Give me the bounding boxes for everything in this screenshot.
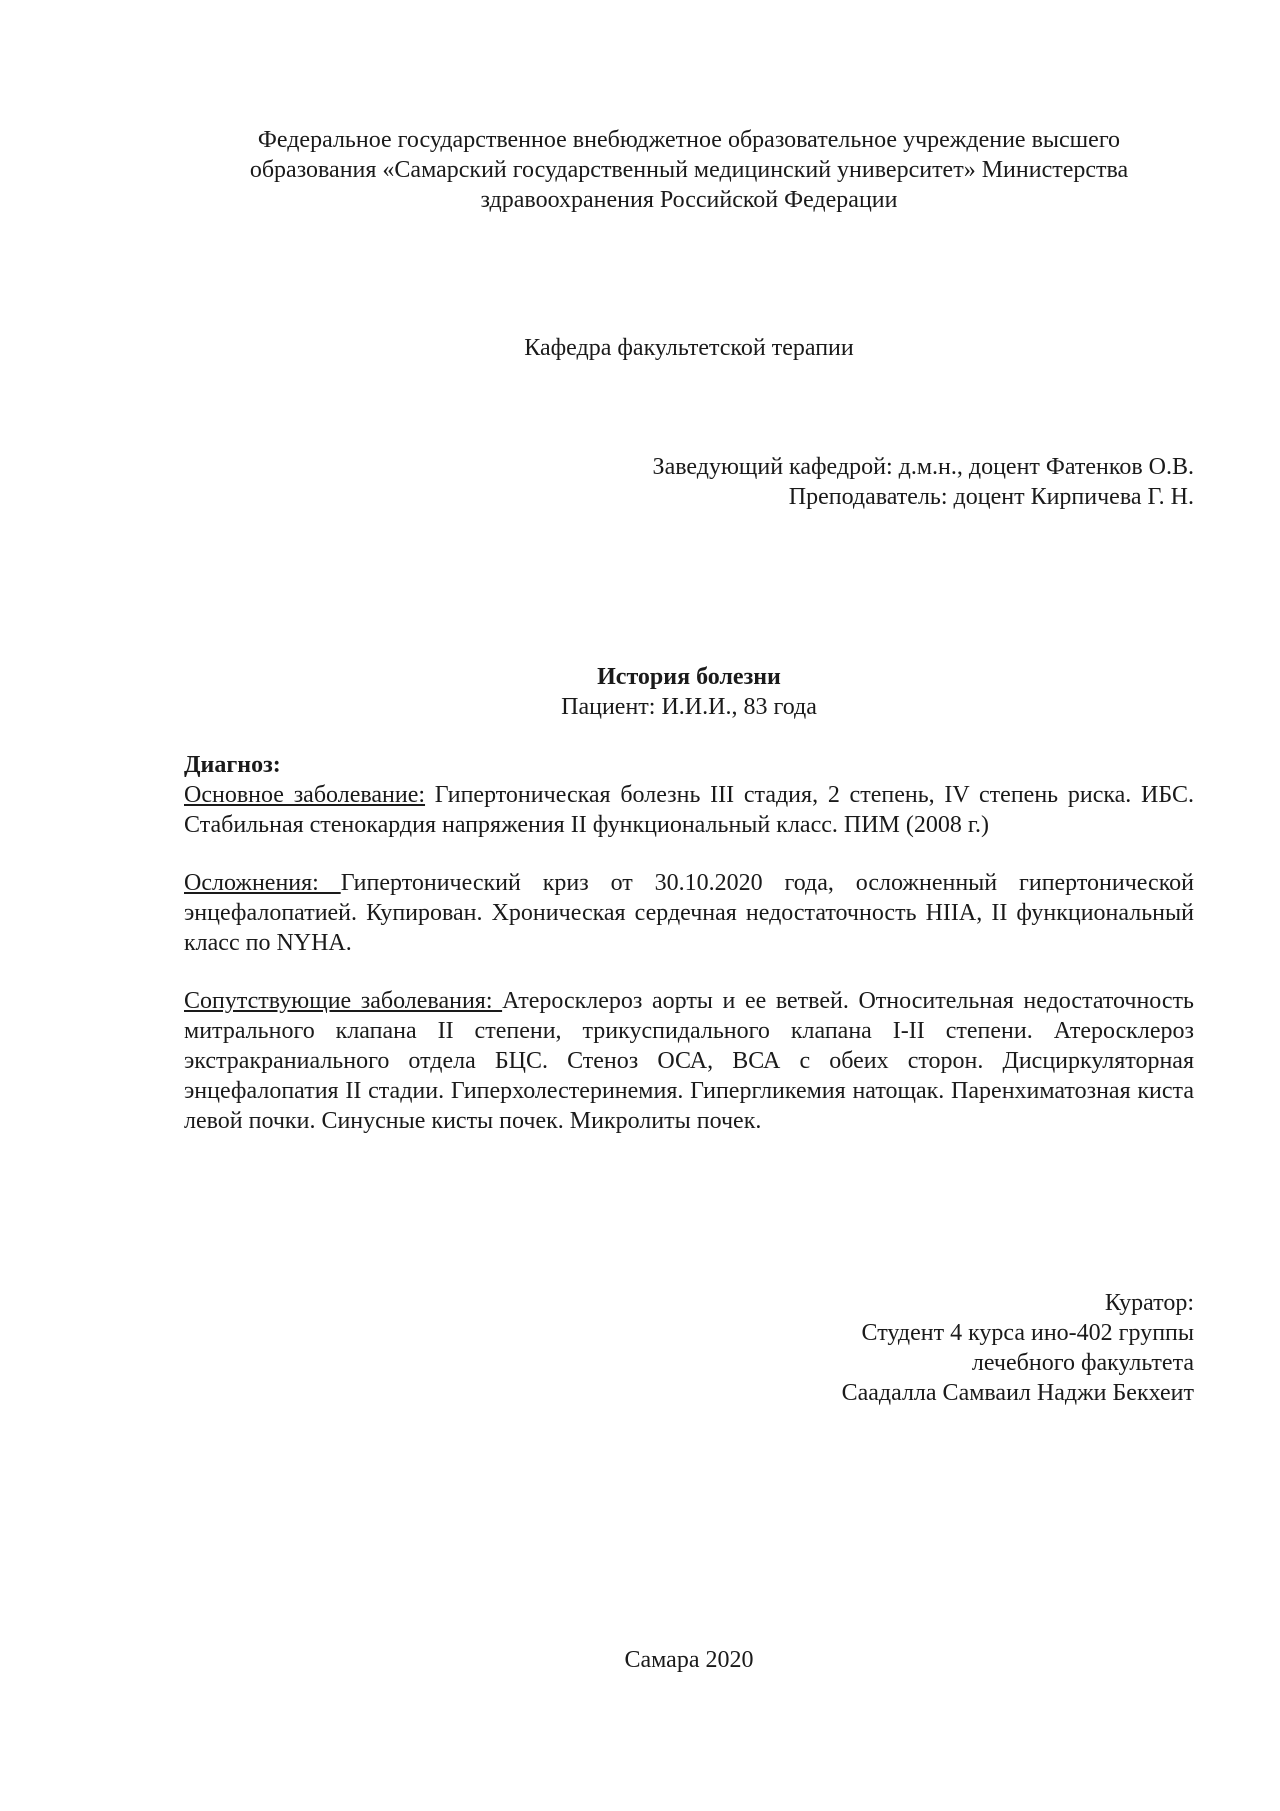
document-title: История болезни <box>597 664 781 690</box>
diagnosis-label: Диагноз: <box>184 752 281 778</box>
curator-name: Саадалла Самваил Наджи Бекхеит <box>841 1380 1194 1406</box>
city-year: Самара 2020 <box>624 1647 754 1673</box>
title-block <box>184 662 1194 722</box>
complications-paragraph <box>184 868 1194 958</box>
patient-info: Пациент: И.И.И., 83 года <box>561 694 817 720</box>
curator-label: Куратор: <box>1104 1290 1194 1316</box>
complications-text: Гипертонический криз от 30.10.2020 года, осложненный гипертонической энцефалопатией. Купирован. Хроническая сердечная недостаточность НIIА, II функциональный класс по NYHA. <box>184 870 1194 956</box>
curator-faculty: лечебного факультета <box>971 1350 1194 1376</box>
teacher: Преподаватель: доцент Кирпичева Г. Н. <box>788 484 1194 510</box>
institution-line-2: образования «Самарский государственный медицинский университет» Министерства <box>249 157 1129 183</box>
concomitant-label: Сопутствующие заболевания: <box>184 988 503 1014</box>
head-of-department: Заведующий кафедрой: д.м.н., доцент Фатенков О.В. <box>652 454 1194 480</box>
institution-line-1: Федеральное государственное внебюджетное образовательное учреждение высшего <box>257 127 1121 153</box>
main-disease-label: Основное заболевание: <box>184 782 426 808</box>
department-name: Кафедра факультетской терапии <box>524 335 854 361</box>
concomitant-text: Атеросклероз аорты и ее ветвей. Относительная недостаточность митрального клапана II степени, трикуспидального клапана I-II степени. Атеросклероз экстракраниального отдела БЦС. Стеноз ОСА, ВСА с обеих сторон. Дисциркуляторная энцефалопатия II стадии. Гиперхолестеринемия. Гипергликемия натощак. Паренхиматозная киста левой почки. Синусные кисты почек. Микролиты почек. <box>184 988 1194 1134</box>
concomitant-paragraph <box>184 986 1194 1136</box>
institution-header <box>184 125 1194 215</box>
complications-label: Осложнения: <box>184 870 341 896</box>
department-heads <box>184 452 1194 512</box>
main-disease-paragraph <box>184 780 1194 840</box>
curator-course: Студент 4 курса ино-402 группы <box>861 1320 1194 1346</box>
main-disease-text: Гипертоническая болезнь III стадия, 2 степень, IV степень риска. ИБС. Стабильная стенокардия напряжения II функциональный класс. ПИМ (2008 г.) <box>184 782 1194 838</box>
institution-line-3: здравоохранения Российской Федерации <box>480 187 898 213</box>
curator-block <box>184 1288 1194 1408</box>
